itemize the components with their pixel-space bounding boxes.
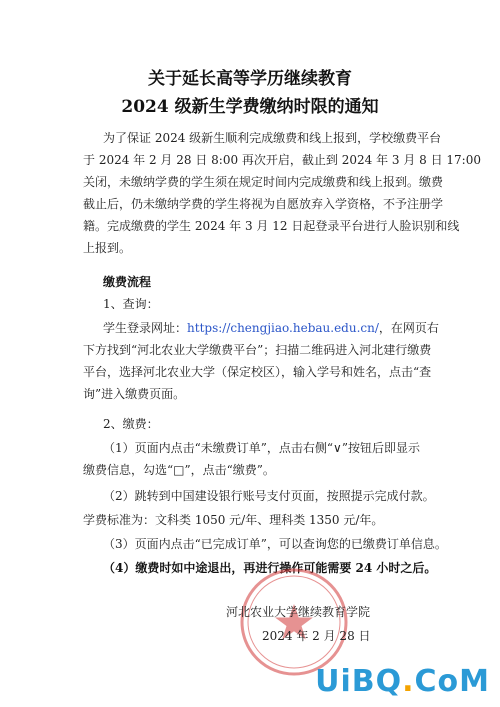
paragraph-line: 于 2024 年 2 月 28 日 8:00 再次开启，截止到 2024 年 3 月 8 日 17:00 bbox=[83, 153, 481, 167]
step1-prefix: 学生登录网址： bbox=[103, 321, 188, 335]
signature-organization: 河北农业大学继续教育学院 bbox=[226, 605, 371, 619]
platform-url-link[interactable]: https://chengjiao.hebau.edu.cn/ bbox=[187, 321, 379, 335]
step1-suffix: ，在网页右 bbox=[378, 321, 439, 335]
paragraph-line: 籍。完成缴费的学生 2024 年 3 月 12 日起登录平台进行人脸识别和线 bbox=[83, 219, 460, 233]
watermark-tail: CoM bbox=[414, 664, 490, 699]
watermark-dot: . bbox=[402, 664, 415, 699]
paragraph-line: 关闭，未缴纳学费的学生须在规定时间内完成缴费和线上报到。缴费 bbox=[83, 175, 444, 189]
step2-heading: 2、缴费： bbox=[103, 417, 159, 431]
step1-heading: 1、查询： bbox=[103, 297, 159, 311]
paragraph-line: 为了保证 2024 级新生顺利完成缴费和线上报到，学校缴费平台 bbox=[103, 131, 442, 145]
official-seal-icon bbox=[238, 566, 350, 678]
document-title-line-2: 2024 级新生学费缴纳时限的通知 bbox=[121, 97, 379, 117]
step2-item-3: （3）页面内点击“已完成订单”，可以查询您的已缴费订单信息。 bbox=[103, 537, 447, 551]
step1-line: 平台，选择河北农业大学（保定校区），输入学号和姓名，点击“查 bbox=[83, 365, 432, 379]
signature-date: 2024 年 2 月 28 日 bbox=[262, 629, 371, 643]
paragraph-line: 上报到。 bbox=[83, 241, 132, 255]
paragraph-line: 截止后，仍未缴纳学费的学生将视为自愿放弃入学资格，不予注册学 bbox=[83, 197, 444, 211]
document-title-line-1: 关于延长高等学历继续教育 bbox=[148, 69, 352, 89]
section-heading: 缴费流程 bbox=[103, 275, 152, 289]
watermark-logo bbox=[315, 664, 490, 699]
step2-item-1a: （1）页面内点击“未缴费订单”，点击右侧“∨”按钮后即显示 bbox=[103, 441, 420, 455]
step1-line: 询”进入缴费页面。 bbox=[83, 387, 186, 401]
watermark-main: UiBQ bbox=[315, 664, 403, 699]
step1-line: 下方找到“河北农业大学缴费平台”；扫描二维码进入河北建行缴费 bbox=[83, 343, 432, 357]
step2-item-1b: 缴费信息，勾选“□”，点击“缴费”。 bbox=[83, 463, 275, 477]
step1-url-line bbox=[103, 320, 439, 336]
step2-item-4: （4）缴费时如中途退出，再进行操作可能需要 24 小时之后。 bbox=[103, 561, 437, 575]
fee-standard: 学费标准为：文科类 1050 元/年、理科类 1350 元/年。 bbox=[83, 513, 384, 527]
step2-item-2: （2）跳转到中国建设银行账号支付页面，按照提示完成付款。 bbox=[103, 489, 435, 503]
